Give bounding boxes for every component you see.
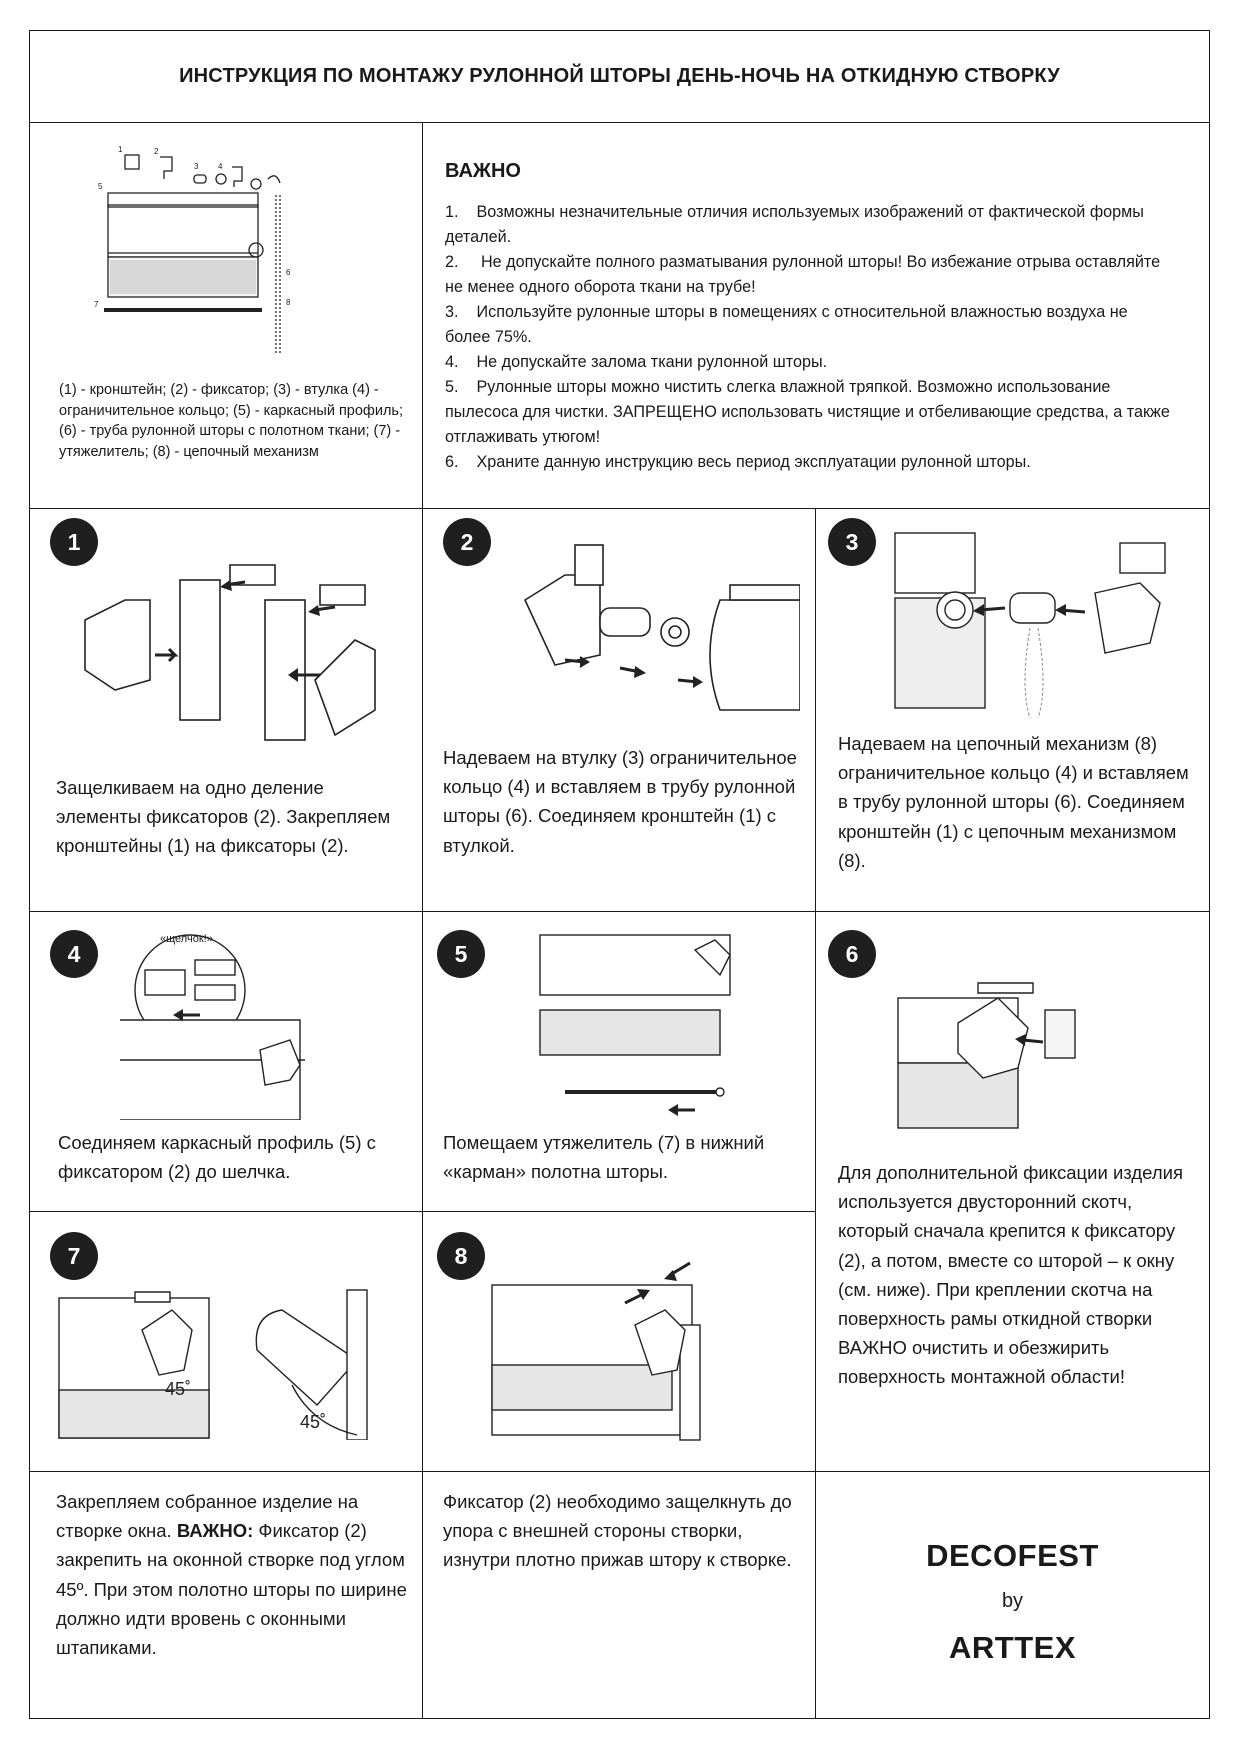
brand-name: DECOFEST [926, 1538, 1099, 1573]
part-label: 6 [286, 268, 291, 277]
step-3-illustration [890, 528, 1190, 728]
step-number-badge: 5 [437, 930, 485, 978]
step-7-text-part: Фиксатор (2) закрепить на оконной створке под углом 45º. При этом полотно шторы по ширине должно идти вровень с оконными штапиками. [56, 1520, 407, 1659]
list-item: 5. Рулонные шторы можно чистить слегка влажной тряпкой. Возможно использование пылесоса для чистки. ЗАПРЕЩЕНО использовать чистящие и отбеливающие средства, а также отглаживать утюгом! [445, 378, 1170, 446]
brand-by: by [1001, 1590, 1024, 1612]
part-label: 3 [194, 162, 199, 171]
angle-label: 45˚ [165, 1379, 192, 1399]
step-6-text: Для дополнительной фиксации изделия используется двусторонний скотч, который сначала крепится к фиксатору (2), а потом, вместе со шторой – к окну (см. ниже). При креплении скотча на поверхность рамы откидной створки ВАЖНО очистить и обезжирить поверхность монтажной области! [838, 1162, 1183, 1388]
part-label: 8 [286, 298, 291, 307]
divider [29, 508, 1210, 509]
step-4-illustration [115, 930, 315, 1120]
list-item: 4. Не допускайте залома ткани рулонной шторы. [445, 353, 828, 371]
important-list [445, 200, 1175, 475]
step-7-text-part: Закрепляем собранное изделие на створке окна. [56, 1491, 359, 1542]
step-2-illustration [520, 540, 800, 720]
step-1-text: Защелкиваем на одно деление элементы фиксаторов (2). Закрепляем кронштейны (1) на фиксаторы (2). [56, 777, 391, 857]
step-7-illustration [57, 1250, 412, 1440]
step-8-text: Фиксатор (2) необходимо защелкнуть до упора с внешней стороны створки, изнутри плотно прижав штору к створке. [443, 1491, 792, 1571]
important-heading: ВАЖНО [445, 160, 521, 182]
divider [29, 1471, 1210, 1472]
list-item: 2. Не допускайте полного разматывания рулонной шторы! Во избежание отрыва оставляйте не менее одного оборота ткани на трубе! [445, 253, 1161, 296]
step-number-badge: 2 [443, 518, 491, 566]
divider [422, 122, 423, 1719]
parts-legend: (1) - кронштейн; (2) - фиксатор; (3) - втулка (4) - ограничительное кольцо; (5) - каркасный профиль; (6) - труба рулонной шторы с полотном ткани; (7) - утяжелитель; (8) - цепочный механизм [59, 382, 403, 460]
list-item: 1. Возможны незначительные отличия используемых изображений от фактической формы деталей. [445, 203, 1144, 246]
step-number-badge: 8 [437, 1232, 485, 1280]
step-7-emphasis: ВАЖНО: [176, 1520, 254, 1542]
part-label: 2 [154, 147, 159, 156]
step-number-badge: 6 [828, 930, 876, 978]
step-5-text: Помещаем утяжелитель (7) в нижний «карман» полотна шторы. [443, 1132, 765, 1183]
divider [29, 911, 1210, 912]
divider [29, 122, 1210, 123]
list-item: 3. Используйте рулонные шторы в помещениях с относительной влажностью воздуха не более 75%. [445, 303, 1128, 346]
list-item: 6. Храните данную инструкцию весь период эксплуатации рулонной шторы. [445, 453, 1031, 471]
step-1-illustration [80, 560, 400, 745]
step-8-illustration [490, 1245, 710, 1445]
angle-label: 45˚ [300, 1412, 327, 1432]
page-title: ИНСТРУКЦИЯ ПО МОНТАЖУ РУЛОННОЙ ШТОРЫ ДЕНЬ-НОЧЬ НА ОТКИДНУЮ СТВОРКУ [179, 64, 1060, 87]
step-number-badge: 1 [50, 518, 98, 566]
part-label: 7 [94, 300, 99, 309]
part-label: 1 [118, 145, 123, 154]
parts-diagram [90, 145, 310, 370]
part-label: 5 [98, 182, 103, 191]
step-7-text [56, 1487, 421, 1662]
step-number-badge: 4 [50, 930, 98, 978]
click-callout: «щелчок!» [160, 933, 213, 945]
part-label: 4 [218, 162, 223, 171]
step-3-text: Надеваем на цепочный механизм (8) ограничительное кольцо (4) и вставляем в трубу рулонной шторы (6). Соединяем кронштейн (1) с цепочным механизмом (8). [838, 733, 1189, 871]
brand-company: ARTTEX [949, 1630, 1076, 1665]
step-2-text: Надеваем на втулку (3) ограничительное кольцо (4) и вставляем в трубу рулонной шторы (6). Соединяем кронштейн (1) с втулкой. [443, 747, 797, 856]
step-5-illustration [535, 930, 735, 1120]
step-number-badge: 7 [50, 1232, 98, 1280]
step-number-badge: 3 [828, 518, 876, 566]
step-4-text: Соединяем каркасный профиль (5) с фиксатором (2) до шелчка. [58, 1132, 376, 1183]
step-6-illustration [893, 948, 1093, 1138]
